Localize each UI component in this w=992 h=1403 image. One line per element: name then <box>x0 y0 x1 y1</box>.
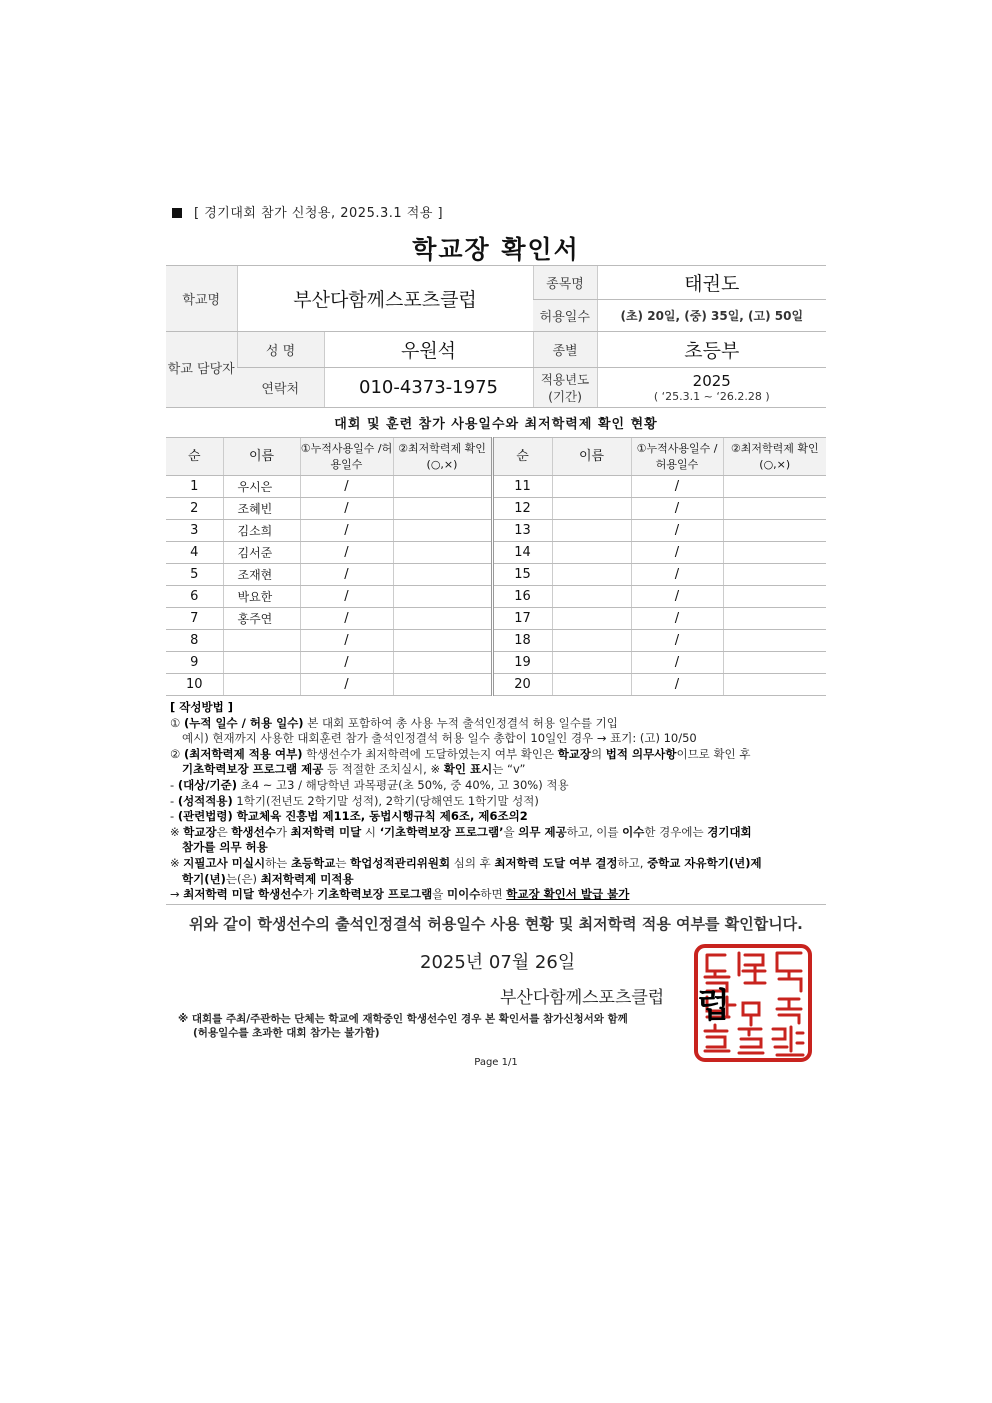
col-academic-right: ②최저학력제 확인(○,×) <box>723 438 826 476</box>
student-name-cell: 조재현 <box>223 564 300 586</box>
page-number: Page 1/1 <box>474 1057 518 1068</box>
student-no-cell: 14 <box>492 542 552 564</box>
student-academic-cell <box>723 586 826 608</box>
writing-instructions <box>170 700 830 903</box>
student-academic-cell <box>723 608 826 630</box>
square-bullet-icon <box>172 208 182 218</box>
instruction-line-5: - (대상/기준) 초4 ~ 고3 / 해당학년 과목평균(초 50%, 중 40%, 고 30%) 적용 <box>170 777 569 792</box>
apply-year-cell <box>597 368 826 408</box>
manager-label: 학교 담당자 <box>166 332 237 408</box>
footnote-organizer: ※ 대회를 주최/주관하는 단체는 학교에 재학중인 학생선수인 경우 본 확인서를 참가신청서와 함께 <box>178 1013 628 1025</box>
student-no-cell: 16 <box>492 586 552 608</box>
student-name-cell <box>552 476 631 498</box>
col-days-right: ①누적사용일수 /허용일수 <box>631 438 723 476</box>
student-name-cell <box>223 652 300 674</box>
student-days-cell: / <box>631 564 723 586</box>
confirmation-statement: 위와 같이 학생선수의 출석인정결석 허용일수 사용 현황 및 최저학력 적용 여부를 확인합니다. <box>189 915 803 933</box>
manager-name-value: 우원석 <box>324 332 533 368</box>
document-title: 학교장 확인서 <box>412 235 580 264</box>
student-days-cell: / <box>300 608 393 630</box>
student-list-table <box>166 437 826 696</box>
student-academic-cell <box>723 498 826 520</box>
student-name-cell: 박요한 <box>223 586 300 608</box>
col-academic-left: ②최저학력제 확인(○,×) <box>393 438 492 476</box>
form-usage-note: [ 경기대회 참가 신청용, 2025.3.1 적용 ] <box>172 202 443 221</box>
student-academic-cell <box>393 608 492 630</box>
school-info-table <box>166 265 826 408</box>
sport-value: 태권도 <box>597 266 826 300</box>
apply-year-label: 적용년도 (기간) <box>533 368 597 408</box>
student-academic-cell <box>393 520 492 542</box>
student-name-cell <box>552 542 631 564</box>
student-no-cell: 17 <box>492 608 552 630</box>
col-no-left: 순 <box>166 438 223 476</box>
allowed-days-value: (초) 20일, (중) 35일, (고) 50일 <box>597 300 826 332</box>
instruction-line-10: ※ 지필고사 미실시하는 초등학교는 학업성적관리위원회 심의 후 최저학력 도달 여부 결정하고, 중학교 자유학기(년)제 <box>170 855 762 870</box>
sport-label: 종목명 <box>533 266 597 300</box>
student-academic-cell <box>723 542 826 564</box>
instruction-line-4: 기초학력보장 프로그램 제공 등 적절한 조치실시, ※ 확인 표시는 “v” <box>182 762 526 777</box>
student-days-cell: / <box>631 652 723 674</box>
instruction-line-8: ※ 학교장은 학생선수가 최저학력 미달 시 ‘기초학력보장 프로그램’을 의무 제공하고, 이를 이수한 경우에는 경기대회 <box>170 824 752 839</box>
instruction-line-7: - (관련법령) 학교체육 진흥법 제11조, 동법시행규칙 제6조, 제6조의2 <box>170 809 528 824</box>
student-no-cell: 12 <box>492 498 552 520</box>
student-days-cell: / <box>300 652 393 674</box>
student-academic-cell <box>393 674 492 696</box>
student-days-cell: / <box>631 542 723 564</box>
student-no-cell: 8 <box>166 630 223 652</box>
student-no-cell: 1 <box>166 476 223 498</box>
student-days-cell: / <box>631 586 723 608</box>
status-section-title: 대회 및 훈련 참가 사용일수와 최저학력제 확인 현황 <box>334 417 658 432</box>
student-days-cell: / <box>300 498 393 520</box>
student-academic-cell <box>393 630 492 652</box>
student-row <box>166 564 826 586</box>
instruction-line-11: 학기(년)는(은) 최저학력제 미적용 <box>182 871 354 886</box>
student-days-cell: / <box>631 476 723 498</box>
student-days-cell: / <box>631 674 723 696</box>
student-no-cell: 15 <box>492 564 552 586</box>
contact-value: 010-4373-1975 <box>324 368 533 408</box>
division-label: 종별 <box>533 332 597 368</box>
student-no-cell: 7 <box>166 608 223 630</box>
student-no-cell: 11 <box>492 476 552 498</box>
student-name-cell <box>552 520 631 542</box>
instruction-line-1: ① (누적 일수 / 허용 일수) 본 대회 포함하여 총 사용 누적 출석인정결석 허용 일수를 기입 <box>170 715 618 730</box>
col-name-left: 이름 <box>223 438 300 476</box>
student-row <box>166 520 826 542</box>
instructions-bottom-rule <box>166 904 826 905</box>
student-name-cell: 김소희 <box>223 520 300 542</box>
student-days-cell: / <box>300 564 393 586</box>
student-name-cell <box>223 674 300 696</box>
apply-period-value: ( ‘25.3.1 ~ ‘26.2.28 ) <box>653 390 770 403</box>
student-name-cell: 우시은 <box>223 476 300 498</box>
student-rows <box>166 476 826 696</box>
student-row <box>166 586 826 608</box>
issuer-club-name: 부산다함께스포츠클럽 <box>500 988 665 1008</box>
student-days-cell: / <box>300 542 393 564</box>
school-name-value: 부산다함께스포츠클럽 <box>237 266 533 332</box>
instruction-line-9: 참가를 의무 허용 <box>182 840 268 855</box>
student-no-cell: 10 <box>166 674 223 696</box>
student-no-cell: 20 <box>492 674 552 696</box>
student-name-cell <box>552 652 631 674</box>
contact-label: 연락처 <box>237 368 324 408</box>
student-name-cell <box>552 564 631 586</box>
instruction-line-6: - (성적적용) 1학기(전년도 2학기말 성적), 2학기(당해연도 1학기말 성적) <box>170 793 539 808</box>
school-name-label: 학교명 <box>166 266 237 332</box>
student-name-cell <box>552 586 631 608</box>
student-row <box>166 630 826 652</box>
student-academic-cell <box>723 674 826 696</box>
student-no-cell: 13 <box>492 520 552 542</box>
student-academic-cell <box>723 630 826 652</box>
student-academic-cell <box>393 564 492 586</box>
student-academic-cell <box>393 542 492 564</box>
student-no-cell: 4 <box>166 542 223 564</box>
student-academic-cell <box>723 520 826 542</box>
student-no-cell: 19 <box>492 652 552 674</box>
footnote-limit: (허용일수를 초과한 대회 참가는 불가함) <box>193 1027 380 1039</box>
student-academic-cell <box>723 564 826 586</box>
student-days-cell: / <box>300 674 393 696</box>
student-row <box>166 498 826 520</box>
instruction-line-12: → 최저학력 미달 학생선수가 기초학력보장 프로그램을 미이수하면 학교장 확인서 발급 불가 <box>170 887 630 902</box>
student-days-cell: / <box>631 608 723 630</box>
student-days-cell: / <box>300 586 393 608</box>
student-row <box>166 608 826 630</box>
student-row <box>166 674 826 696</box>
student-row <box>166 476 826 498</box>
apply-year-value: 2025 <box>692 372 731 390</box>
student-name-cell: 홍주연 <box>223 608 300 630</box>
student-name-cell: 김서준 <box>223 542 300 564</box>
student-no-cell: 2 <box>166 498 223 520</box>
student-name-cell: 조혜빈 <box>223 498 300 520</box>
student-academic-cell <box>393 476 492 498</box>
student-days-cell: / <box>631 630 723 652</box>
student-academic-cell <box>393 652 492 674</box>
student-no-cell: 5 <box>166 564 223 586</box>
division-value: 초등부 <box>597 332 826 368</box>
instruction-line-2: 예시) 현재까지 사용한 대회훈련 참가 출석인정결석 허용 일수 총합이 10일인 경우 → 표기: (고) 10/50 <box>182 731 697 746</box>
seal-overprint-glyph: 럽 <box>697 986 730 1026</box>
instructions-title: [ 작성방법 ] <box>170 700 233 714</box>
allowed-days-label: 허용일수 <box>533 300 597 332</box>
student-days-cell: / <box>300 630 393 652</box>
student-no-cell: 6 <box>166 586 223 608</box>
student-row <box>166 542 826 564</box>
col-no-right: 순 <box>492 438 552 476</box>
student-name-cell <box>552 630 631 652</box>
student-name-cell <box>552 498 631 520</box>
issue-date: 2025년 07월 26일 <box>420 952 576 973</box>
student-days-cell: / <box>631 498 723 520</box>
student-name-cell <box>223 630 300 652</box>
instruction-line-3: ② (최저학력제 적용 여부) 학생선수가 최저학력에 도달하였는지 여부 확인은 학교장의 법적 의무사항이므로 확인 후 <box>170 746 751 761</box>
student-no-cell: 9 <box>166 652 223 674</box>
student-academic-cell <box>393 498 492 520</box>
student-academic-cell <box>723 476 826 498</box>
student-name-cell <box>552 674 631 696</box>
col-days-left: ①누적사용일수 /허용일수 <box>300 438 393 476</box>
student-academic-cell <box>723 652 826 674</box>
student-academic-cell <box>393 586 492 608</box>
col-name-right: 이름 <box>552 438 631 476</box>
manager-name-label: 성 명 <box>237 332 324 368</box>
student-days-cell: / <box>300 520 393 542</box>
student-row <box>166 652 826 674</box>
student-no-cell: 3 <box>166 520 223 542</box>
student-name-cell <box>552 608 631 630</box>
student-days-cell: / <box>300 476 393 498</box>
student-days-cell: / <box>631 520 723 542</box>
student-no-cell: 18 <box>492 630 552 652</box>
